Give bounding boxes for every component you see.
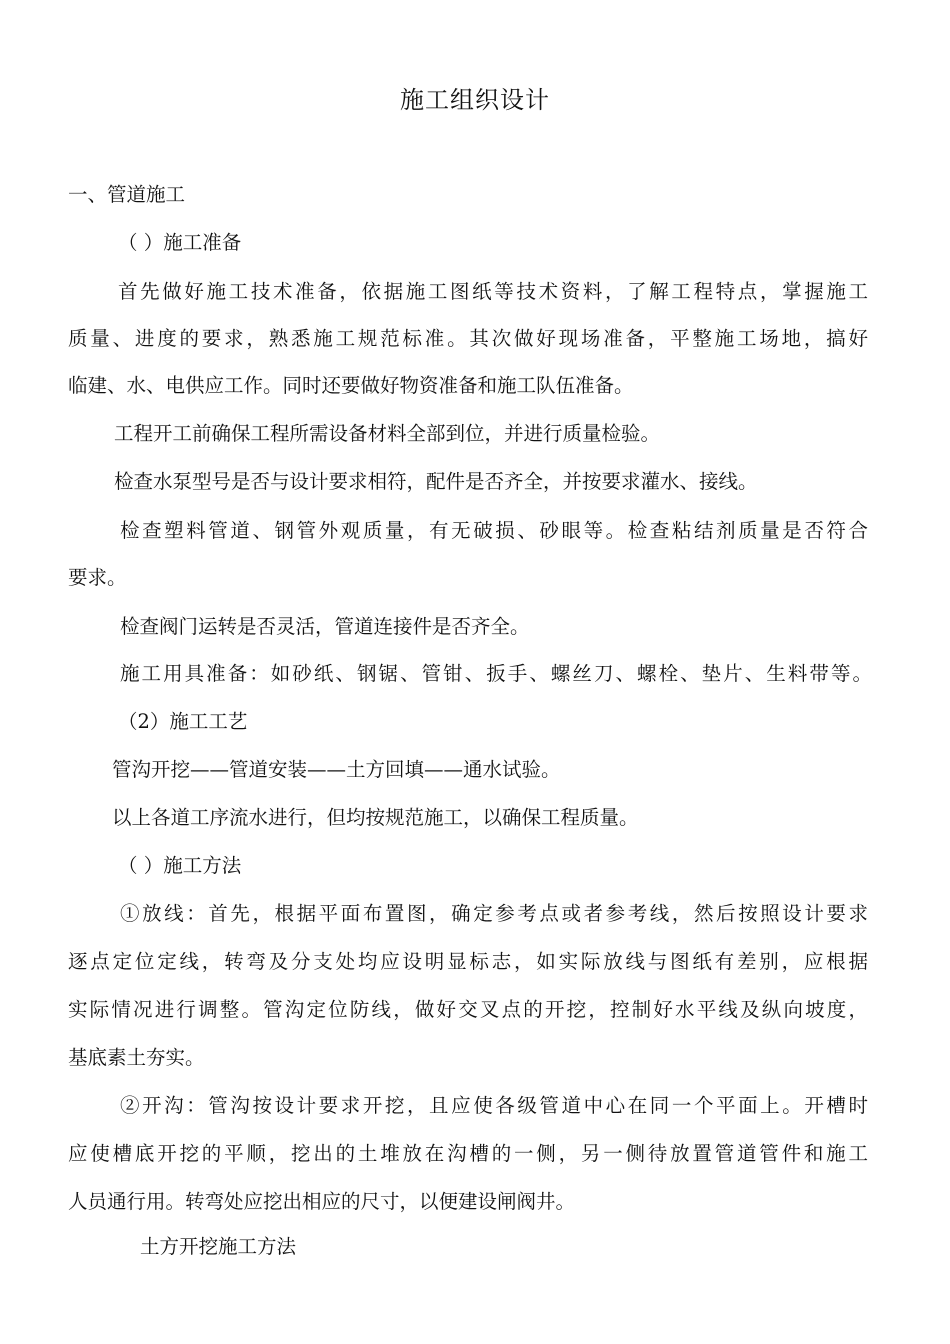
paragraph-line: ②开沟：管沟按设计要求开挖，且应使各级管道中心在同一个平面上。开槽时: [120, 1094, 868, 1117]
paragraph-line: 施工用具准备：如砂纸、钢锯、管钳、扳手、螺丝刀、螺栓、垫片、生料带等。: [120, 662, 872, 685]
paragraph-line: 以上各道工序流水进行，但均按规范施工，以确保工程质量。: [112, 806, 639, 829]
paragraph-line: 逐点定位定线，转弯及分支处均应设明显标志，如实际放线与图纸有差别，应根据: [68, 950, 868, 973]
paragraph-line: 临建、水、电供应工作。同时还要做好物资准备和施工队伍准备。: [68, 374, 634, 397]
document-title: 施工组织设计: [400, 86, 550, 114]
paragraph-line: 土方开挖施工方法: [140, 1235, 297, 1258]
paragraph-line: 检查阀门运转是否灵活，管道连接件是否齐全。: [120, 615, 530, 638]
subsection-heading-method: （ ）施工方法: [118, 854, 242, 877]
paragraph-line: 要求。: [68, 566, 127, 589]
paragraph-line: 实际情况进行调整。管沟定位防线，做好交叉点的开挖，控制好水平线及纵向坡度，: [68, 998, 868, 1021]
paragraph-line: 应使槽底开挖的平顺，挖出的土堆放在沟槽的一侧，另一侧待放置管道管件和施工: [68, 1142, 868, 1165]
subsection-heading-process: （2）施工工艺: [118, 710, 248, 733]
section-heading-pipeline: 一、管道施工: [68, 183, 186, 206]
paragraph-line: 人员通行用。转弯处应挖出相应的尺寸，以便建设闸阀井。: [68, 1190, 576, 1213]
paragraph-line: 管沟开挖——管道安装——土方回填——通水试验。: [112, 758, 561, 781]
subsection-heading-preparation: （ ）施工准备: [118, 231, 242, 254]
paragraph-line: 首先做好施工技术准备，依据施工图纸等技术资料，了解工程特点，掌握施工: [118, 280, 868, 303]
paragraph-line: 基底素土夯实。: [68, 1046, 205, 1069]
paragraph-line: 检查水泵型号是否与设计要求相符，配件是否齐全，并按要求灌水、接线。: [114, 470, 758, 493]
paragraph-line: 质量、进度的要求，熟悉施工规范标准。其次做好现场准备，平整施工场地，搞好: [68, 327, 868, 350]
paragraph-line: ①放线：首先，根据平面布置图，确定参考点或者参考线，然后按照设计要求: [120, 902, 868, 925]
paragraph-line: 工程开工前确保工程所需设备材料全部到位，并进行质量检验。: [114, 422, 661, 445]
paragraph-line: 检查塑料管道、钢管外观质量，有无破损、砂眼等。检查粘结剂质量是否符合: [120, 519, 868, 542]
